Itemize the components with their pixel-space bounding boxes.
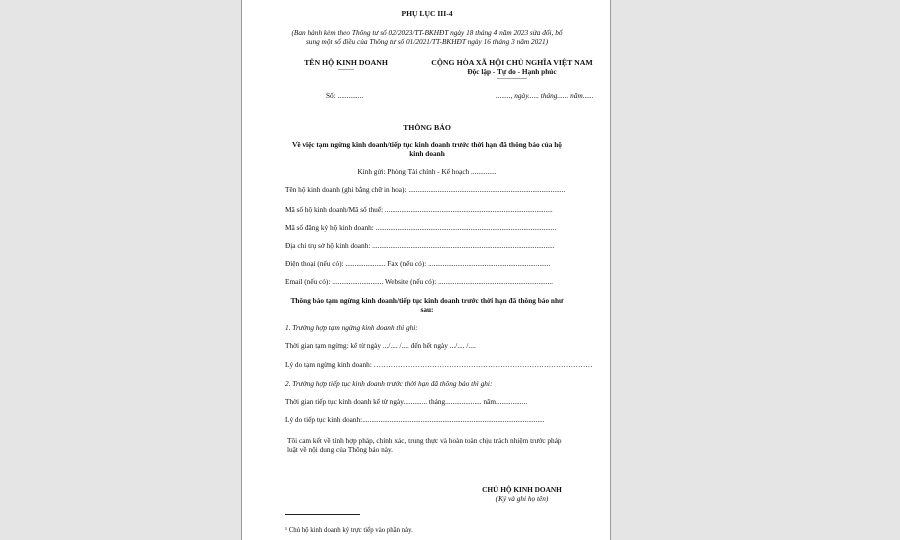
notice-title: THÔNG BÁO: [403, 123, 451, 132]
right-dash: ---------------: [497, 76, 527, 82]
subject-line1: Về việc tạm ngừng kinh doanh/tiếp tục kinh doanh trước thời hạn đã thông báo của hộ: [292, 140, 562, 149]
issued-note-line1: (Ban hành kèm theo Thông tư số 02/2023/TT-BKHĐT ngày 18 tháng 4 năm 2023 sửa đổi, bổ: [291, 28, 563, 37]
case-suspend-heading: 1. Trường hợp tạm ngừng kinh doanh thì ghi:: [285, 323, 418, 332]
appendix-title: PHỤ LỤC III-4: [401, 9, 453, 18]
footnote-separator: [285, 514, 360, 515]
case-resume-heading: 2. Trường hợp tiếp tục kinh doanh trước thời hạn đã thông báo thì ghi:: [285, 379, 493, 388]
issued-note-line2: sung một số điều của Thông tư số 01/2021/TT-BKHĐT ngày 16 tháng 3 năm 2021): [305, 37, 549, 46]
footnote: ¹ Chủ hộ kinh doanh ký trực tiếp vào phần này.: [285, 527, 413, 534]
suspend-reason: Lý do tạm ngừng kinh doanh: ………………………………………………………………………………: [285, 360, 593, 369]
notice-heading-line2: sau:: [420, 305, 434, 314]
national-motto: Độc lập - Tự do - Hạnh phúc: [467, 67, 557, 76]
signer-title: CHỦ HỘ KINH DOANH: [482, 485, 562, 494]
suspend-period: Thời gian tạm ngừng: kể từ ngày .../.... /.... đến hết ngày .../.... /....: [285, 341, 476, 350]
field-phone-fax: Điện thoại (nếu có): ...................... Fax (nếu có): ...................................................................: [285, 259, 551, 268]
field-business-name: Tên hộ kinh doanh (ghi bằng chữ in hoa): ......................................................................................: [285, 185, 566, 194]
resume-time: Thời gian tiếp tục kinh doanh kể từ ngày............. tháng.................... năm.................: [285, 397, 528, 406]
national-title: CỘNG HÒA XÃ HỘI CHỦ NGHĨA VIỆT NAM: [431, 58, 593, 67]
document-number: Số: ..............: [326, 91, 364, 100]
signer-note: (Ký và ghi họ tên): [495, 494, 549, 503]
document-page: [241, 0, 611, 540]
recipient: Kính gửi: Phòng Tài chính - Kế hoạch ..............: [357, 167, 497, 176]
field-registration-code: Mã số đăng ký hộ kinh doanh: ...................................................................................................: [285, 223, 557, 232]
resume-reason: Lý do tiếp tục kinh doanh:....................................................................................................: [285, 415, 545, 424]
document-date: ........, ngày...... tháng...... năm......: [496, 91, 594, 100]
commitment-line2: luật về nội dung của Thông báo này.: [287, 445, 393, 454]
field-business-code: Mã số hộ kinh doanh/Mã số thuế: ............................................................................................: [285, 205, 553, 214]
subject-line2: kinh doanh: [409, 149, 445, 158]
left-dash: --------: [338, 67, 354, 73]
business-name-header: TÊN HỘ KINH DOANH: [304, 58, 388, 67]
notice-heading-line1: Thông báo tạm ngừng kinh doanh/tiếp tục kinh doanh trước thời hạn đã thông báo như: [290, 296, 564, 305]
field-email-website: Email (nếu có): ............................ Website (nếu có): ...............................................................: [285, 277, 554, 286]
field-address: Địa chỉ trụ sở hộ kinh doanh: ....................................................................................................: [285, 241, 555, 250]
commitment-line1: Tôi cam kết về tính hợp pháp, chính xác, trung thực và hoàn toàn chịu trách nhiệm trước pháp: [287, 436, 562, 445]
